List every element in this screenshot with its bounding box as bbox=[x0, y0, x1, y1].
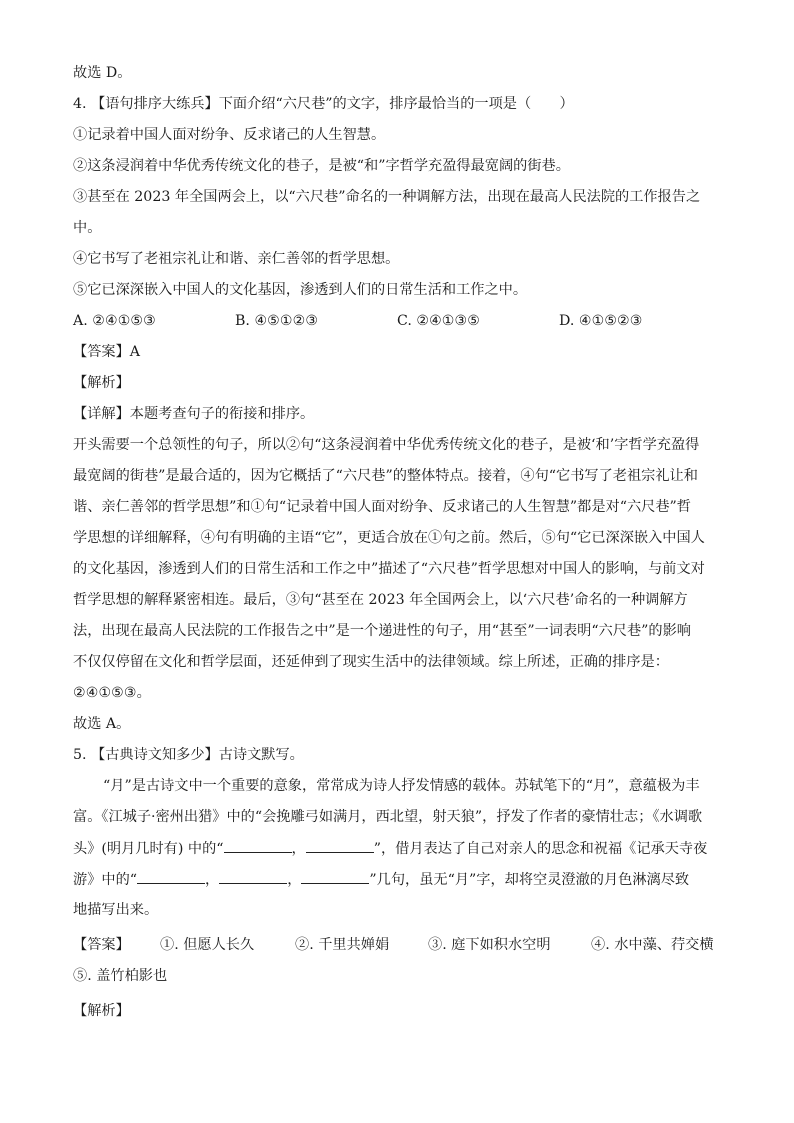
answer-2: ②. 千里共婵娟 bbox=[295, 937, 390, 953]
conclusion-d: 故选 D。 bbox=[73, 65, 132, 81]
passage-line: “月”是古诗文中一个重要的意象，常常成为诗人抒发情感的载体。苏轼笔下的“月”，意蕴极为丰 bbox=[103, 778, 700, 794]
option-c: C. ②④①③⑤ bbox=[397, 313, 480, 329]
conclusion-a: 故选 A。 bbox=[73, 716, 131, 732]
passage-line: 富。《江城子·密州出猎》中的“会挽雕弓如满月，西北望，射天狼”，抒发了作者的豪情壮志；《水调歌 bbox=[73, 809, 703, 825]
sentence-4: ④它书写了老祖宗礼让和谐、亲仁善邻的哲学思想。 bbox=[73, 251, 400, 267]
passage-text: 游》中的“ bbox=[73, 872, 138, 888]
explanation-line: 谐、亲仁善邻的哲学思想”和①句“记录着中国人面对纷争、反求诸己的人生智慧”都是对“六尺巷”哲 bbox=[73, 499, 691, 515]
question-5-title: 5. 【古典诗文知多少】古诗文默写。 bbox=[73, 747, 304, 763]
passage-line-blanks-2 bbox=[73, 869, 689, 890]
analysis-heading: 【解析】 bbox=[73, 375, 130, 391]
comma: ， bbox=[287, 872, 302, 888]
sentence-1: ①记录着中国人面对纷争、反求诸己的人生智慧。 bbox=[73, 127, 386, 143]
option-d: D. ④①⑤②③ bbox=[559, 313, 643, 329]
explanation-line: 最宽阔的街巷”是最合适的，因为它概括了“六尺巷”的整体特点。接着，④句“它书写了老祖宗礼让和 bbox=[73, 468, 698, 484]
answer-3: ③. 庭下如积水空明 bbox=[428, 937, 551, 953]
explanation-line: 学思想的详细解释，④句有明确的主语“它”，更适合放在①句之前。然后，⑤句“它已深深嵌入中国人 bbox=[73, 530, 705, 546]
comma: ， bbox=[205, 872, 220, 888]
answer-5: ⑤. 盖竹柏影也 bbox=[73, 968, 168, 984]
comma: ， bbox=[291, 841, 306, 857]
answer-4: ④. 水中藻、荇交横 bbox=[591, 937, 714, 953]
fill-blank[interactable] bbox=[224, 838, 292, 853]
explanation-line: 哲学思想的解释紧密相连。最后，③句“甚至在 2023 年全国两会上，以‘六尺巷’命名的一种调解方 bbox=[73, 592, 688, 608]
answers-row bbox=[73, 935, 723, 955]
passage-line: 地描写出来。 bbox=[73, 902, 159, 918]
sentence-3-cont: 中。 bbox=[73, 220, 102, 236]
question-4-title: 4. 【语句排序大练兵】下面介绍“六尺巷”的文字，排序最恰当的一项是（ ） bbox=[73, 96, 574, 112]
explanation-line: 不仅仅停留在文化和哲学层面，还延伸到了现实生活中的法律领域。综上所述，正确的排序是： bbox=[73, 654, 669, 670]
detail-heading: 【详解】本题考查句子的衔接和排序。 bbox=[73, 406, 315, 422]
answer-1: ①. 但愿人长久 bbox=[160, 937, 255, 953]
options-row bbox=[73, 311, 723, 331]
option-b: B. ④⑤①②③ bbox=[235, 313, 319, 329]
sentence-2: ②这条浸润着中华优秀传统文化的巷子，是被“和”字哲学充盈得最宽阔的街巷。 bbox=[73, 158, 570, 174]
fill-blank[interactable] bbox=[306, 838, 374, 853]
sentence-3: ③甚至在 2023 年全国两会上，以“六尺巷”命名的一种调解方法，出现在最高人民法院的工作报告之 bbox=[73, 189, 701, 205]
passage-text: ”，借月表达了自己对亲人的思念和祝福《记承天寺夜 bbox=[373, 841, 708, 857]
fill-blank[interactable] bbox=[219, 869, 287, 884]
passage-text: ”几句，虽无“月”字，却将空灵澄澈的月色淋漓尽致 bbox=[369, 872, 690, 888]
explanation-line: ②④①⑤③。 bbox=[73, 685, 151, 701]
fill-blank[interactable] bbox=[301, 869, 369, 884]
analysis-heading-2: 【解析】 bbox=[73, 1003, 130, 1019]
option-a: A. ②④①⑤③ bbox=[73, 313, 156, 329]
explanation-line: 法，出现在最高人民法院的工作报告之中”是一个递进性的句子，用“甚至”一词表明“六尺巷”的影响 bbox=[73, 623, 691, 639]
passage-text: 头》(明月几时有) 中的“ bbox=[73, 841, 224, 857]
explanation-line: 开头需要一个总领性的句子，所以②句“这条浸润着中华优秀传统文化的巷子，是被‘和’字哲学充盈得 bbox=[73, 437, 700, 453]
sentence-5: ⑤它已深深嵌入中国人的文化基因，渗透到人们的日常生活和工作之中。 bbox=[73, 282, 528, 298]
answer-label: 【答案】 bbox=[73, 937, 130, 953]
explanation-line: 的文化基因，渗透到人们的日常生活和工作之中”描述了“六尺巷”哲学思想对中国人的影响，与前文对 bbox=[73, 561, 705, 577]
answer-heading: 【答案】A bbox=[73, 344, 140, 360]
passage-line-blanks-1 bbox=[73, 838, 707, 859]
fill-blank[interactable] bbox=[137, 869, 205, 884]
